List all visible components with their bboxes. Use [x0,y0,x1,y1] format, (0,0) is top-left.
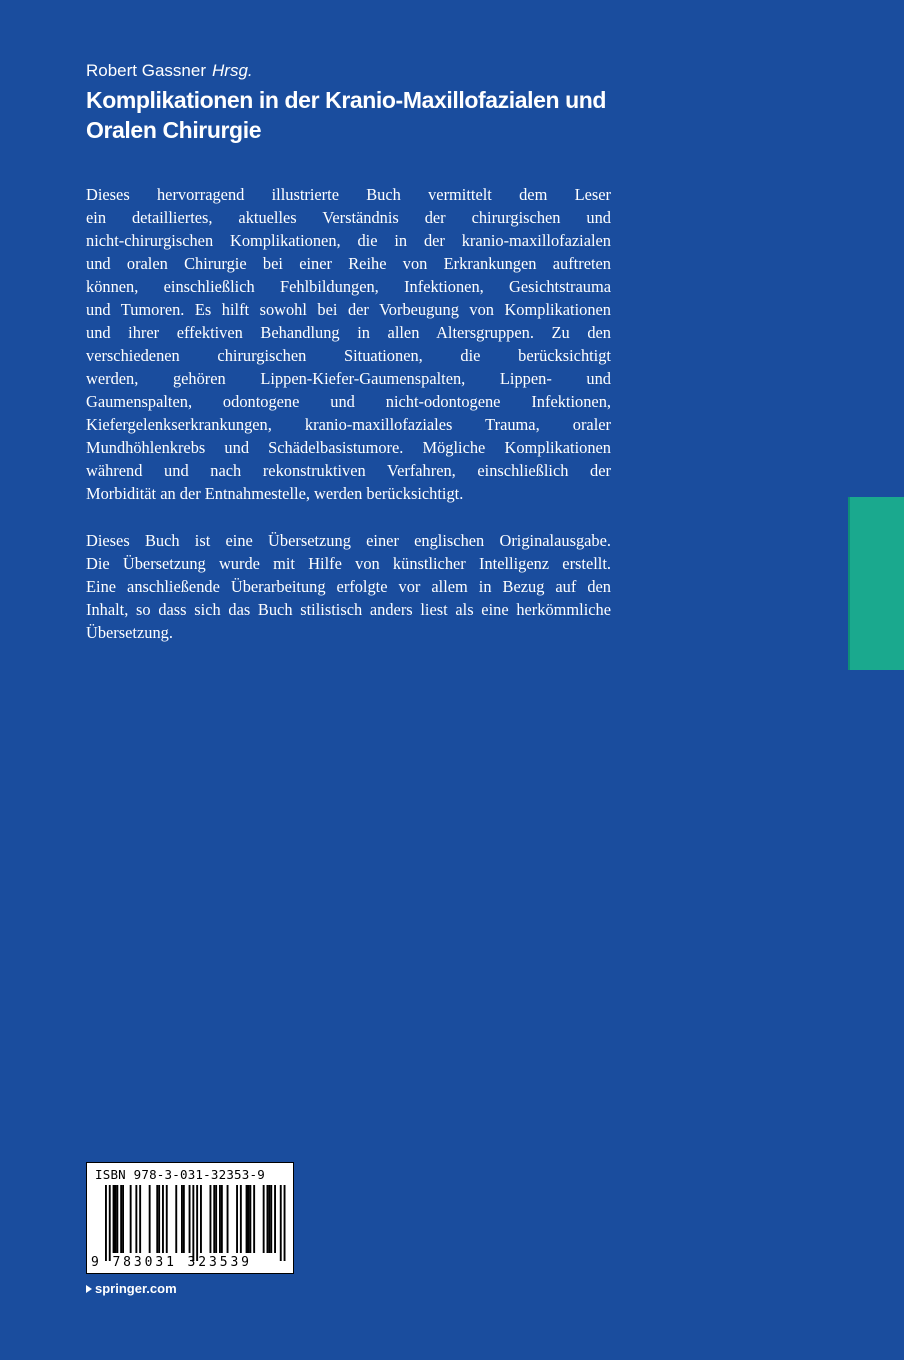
barcode-bar [200,1185,202,1253]
barcode-bar [162,1185,164,1253]
barcode-bar [249,1185,251,1253]
text-line: Dieses Buch ist eine Übersetzung einer englischen Originalausgabe. [86,531,611,550]
text-line: während und nach rekonstruktiven Verfahren, einschließlich der [86,461,611,480]
text-line: Die Übersetzung wurde mit Hilfe von künstlicher Intelligenz erstellt. [86,554,611,573]
barcode-bar [105,1185,107,1261]
barcode-bar [270,1185,272,1253]
barcode-bar [246,1185,248,1253]
barcode-bar [181,1185,183,1253]
spine-color-tab [848,497,904,670]
text-line: nicht-chirurgischen Komplikationen, die in der kranio-maxillofazialen [86,231,611,250]
isbn-barcode [86,1162,294,1274]
text-line: Inhalt, so dass sich das Buch stilistisch anders liest als eine herkömmliche [86,600,611,619]
editor-role: Hrsg. [212,61,253,80]
text-line: Gaumenspalten, odontogene und nicht-odontogene Infektionen, [86,392,611,411]
publisher-website-link[interactable] [86,1280,177,1298]
barcode-bar [115,1185,117,1253]
barcode-bar [116,1185,118,1253]
book-title-line: Komplikationen in der Kranio-Maxillofazialen und [86,87,607,113]
text-line: verschiedenen chirurgischen Situationen, die berücksichtigt [86,346,611,365]
barcode-bar [192,1185,194,1261]
editor-name: Robert Gassner [86,61,206,80]
book-title-line: Oralen Chirurgie [86,117,262,143]
text-line: können, einschließlich Fehlbildungen, Infektionen, Gesichtstrauma [86,277,611,296]
barcode-bar [109,1185,111,1261]
description-paragraph [86,183,611,505]
barcode-bar [274,1185,276,1253]
barcode-bar [130,1185,132,1253]
barcode-bar [253,1185,255,1253]
barcode-bar [135,1185,137,1253]
barcode-bar [267,1185,269,1253]
barcode-bar [240,1185,242,1253]
barcode-bar [221,1185,223,1253]
barcode-bar [183,1185,185,1253]
barcode-bar [122,1185,124,1253]
text-line: und Tumoren. Es hilft sowohl bei der Vorbeugung von Komplikationen [86,300,611,319]
isbn-label: ISBN 978-3-031-32353-9 [95,1167,265,1182]
translation-note-paragraph [86,529,611,644]
text-line: Kiefergelenkserkrankungen, kranio-maxillofaziales Trauma, oraler [86,415,611,434]
barcode-bar [189,1185,191,1253]
barcode-bar [113,1185,115,1253]
barcode-bar [139,1185,141,1253]
publisher-link-text: springer.com [95,1281,177,1296]
text-line: und oralen Chirurgie bei einer Reihe von Erkrankungen auftreten [86,254,611,273]
barcode-bar [158,1185,160,1253]
barcode-bar [236,1185,238,1253]
barcode-digits: 9 783031 323539 [91,1255,252,1270]
barcode-bar [227,1185,229,1253]
barcode-bar [215,1185,217,1253]
editor-line [86,60,253,82]
text-line: ein detailliertes, aktuelles Verständnis der chirurgischen und [86,208,611,227]
barcode-bar [248,1185,250,1253]
barcode-bar [120,1185,122,1253]
book-title [86,85,646,145]
text-line: Übersetzung. [86,623,173,642]
text-line: werden, gehören Lippen-Kiefer-Gaumenspalten, Lippen- und [86,369,611,388]
barcode-bar [156,1185,158,1253]
barcode-bar [263,1185,265,1253]
text-line: und ihrer effektiven Behandlung in allen Altersgruppen. Zu den [86,323,611,342]
barcode-bar [219,1185,221,1253]
triangle-right-icon [86,1285,92,1293]
barcode-bar [213,1185,215,1253]
text-line: Eine anschließende Überarbeitung erfolgte vor allem in Bezug auf den [86,577,611,596]
barcode-bar [280,1185,282,1261]
text-line: Dieses hervorragend illustrierte Buch vermittelt dem Leser [86,185,611,204]
text-line: Morbidität an der Entnahmestelle, werden berücksichtigt. [86,484,464,503]
barcode-bar [166,1185,168,1253]
barcode-bar [284,1185,286,1261]
barcode-bar [175,1185,177,1253]
barcode-bar [149,1185,151,1253]
barcode-bar [210,1185,212,1253]
barcode-bar [268,1185,270,1253]
barcode-bar [196,1185,198,1261]
text-line: Mundhöhlenkrebs und Schädelbasistumore. Mögliche Komplikationen [86,438,611,457]
